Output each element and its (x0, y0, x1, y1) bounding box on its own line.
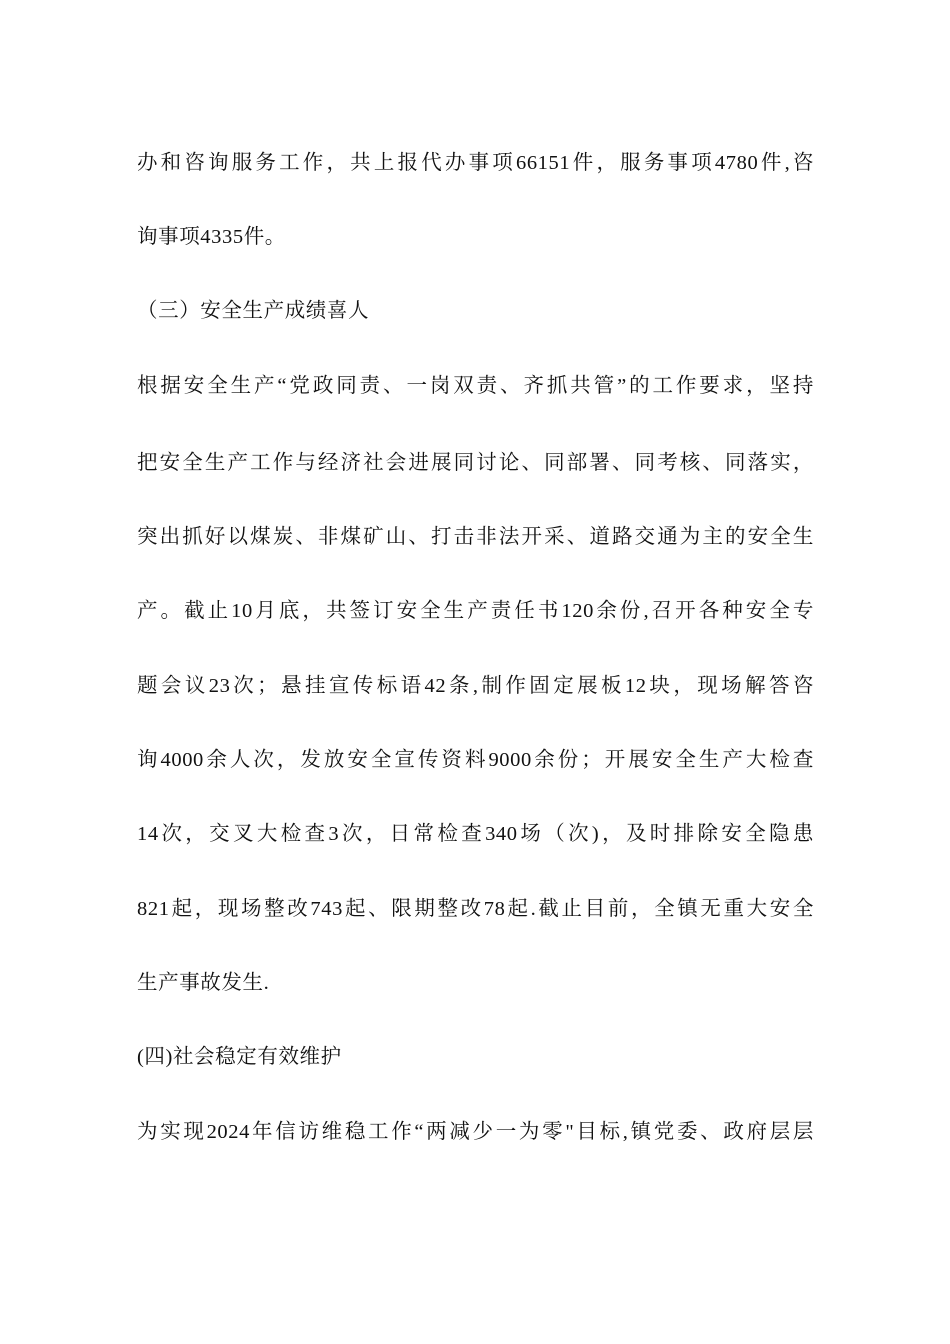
section-heading: (四)社会稳定有效维护 (137, 1046, 342, 1068)
paragraph-line: 根据安全生产“党政同责、一岗双责、齐抓共管”的工作要求，坚持 (137, 375, 814, 397)
paragraph-line: 把安全生产工作与经济社会进展同讨论、同部署、同考核、同落实， (137, 452, 814, 474)
paragraph-line: 产。截止10月底，共签订安全生产责任书120余份,召开各种安全专 (137, 600, 814, 622)
paragraph-line: 突出抓好以煤炭、非煤矿山、打击非法开采、道路交通为主的安全生 (137, 526, 814, 548)
paragraph-line: 为实现2024年信访维稳工作“两减少一为零"目标,镇党委、政府层层 (137, 1121, 814, 1143)
paragraph-line: 询4000余人次，发放安全宣传资料9000余份；开展安全生产大检查 (137, 749, 814, 771)
paragraph-line: 821起，现场整改743起、限期整改78起.截止目前，全镇无重大安全 (137, 898, 814, 920)
paragraph-line: 询事项4335件。 (137, 226, 286, 248)
paragraph-line: 生产事故发生. (137, 972, 270, 994)
paragraph-line: 题会议23次；悬挂宣传标语42条,制作固定展板12块，现场解答咨 (137, 675, 814, 697)
paragraph-line: 办和咨询服务工作，共上报代办事项66151件，服务事项4780件,咨 (137, 152, 814, 174)
paragraph-line: 14次，交叉大检查3次，日常检查340场（次)，及时排除安全隐患 (137, 823, 814, 845)
section-heading: （三）安全生产成绩喜人 (137, 300, 370, 322)
